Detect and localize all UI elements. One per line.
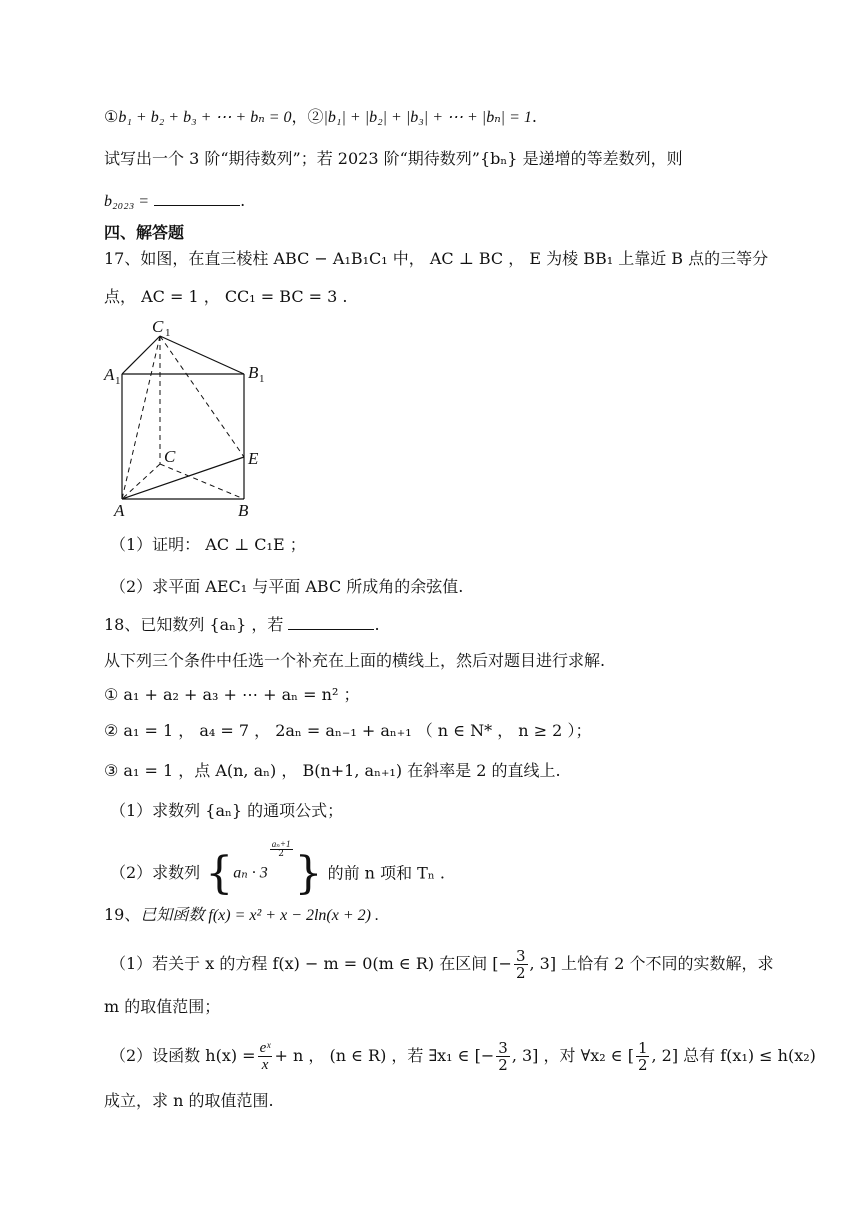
q17-stem-line1	[104, 248, 768, 270]
label-c1-sub: 1	[165, 327, 171, 339]
q19-part2-prefix: （2）设函数 h(x) =	[110, 1046, 256, 1065]
edge-c-a-hidden	[122, 464, 160, 499]
q18-part2-prefix: （2）求数列	[110, 863, 201, 882]
q19-part2-line1	[110, 1036, 816, 1076]
q16-answer-line	[104, 190, 245, 213]
frac-num: 1	[637, 1039, 648, 1057]
q19-stem	[104, 904, 379, 927]
edge-a-e	[122, 457, 244, 499]
q17-stem-line2: 点， AC = 1 ， CC₁ = BC = 3 .	[104, 287, 348, 306]
label-b1-sub: 1	[259, 373, 265, 385]
label-a1-sub: 1	[115, 375, 121, 387]
label-b: B	[238, 501, 249, 520]
q16-cond1-mark: ①	[104, 107, 119, 126]
q16-answer-end: .	[240, 191, 246, 210]
exp-num: aₙ+1	[271, 839, 291, 849]
label-a1: A	[104, 365, 115, 384]
q19-part1-frac	[514, 948, 528, 981]
label-e: E	[248, 449, 259, 468]
q19-part2-frac-2	[496, 1040, 510, 1073]
q19-part1-line2: m 的取值范围；	[104, 997, 221, 1016]
q18-stem-text: 已知数列 {aₙ} ，若	[140, 615, 284, 634]
frac-den: 2	[637, 1056, 648, 1074]
q19-part2-mid2: , 3] ，对 ∀x₂ ∈ [	[511, 1046, 634, 1065]
edge-c1-a-hidden	[122, 336, 160, 499]
right-brace: }	[294, 847, 323, 899]
q19-part2-line2: 成立，求 n 的取值范围.	[104, 1091, 274, 1110]
q16-answer-label: b₂₀₂₃ =	[104, 193, 150, 210]
q18-part2-base: aₙ · 3	[233, 864, 268, 882]
q19-stem-text: 已知函数 f(x) = x² + x − 2ln(x + 2) .	[140, 907, 379, 924]
frac-num: eˣ	[259, 1040, 271, 1056]
q18-condition-blank[interactable]	[288, 615, 374, 630]
q18-condition-2: ② a₁ = 1 ， a₄ = 7 ， 2aₙ = aₙ₋₁ + aₙ₊₁ （ n ∈ N* ， n ≥ 2 ）；	[104, 721, 592, 740]
q18-number: 18、	[104, 615, 141, 634]
q19-part1-line1	[110, 944, 774, 984]
q16-task-line: 试写出一个 3 阶“期待数列”；若 2023 阶“期待数列”{bₙ} 是递增的等差数列，则	[104, 149, 683, 168]
label-a: A	[114, 501, 125, 520]
prism-figure	[100, 312, 280, 522]
exp-den: 2	[278, 849, 284, 859]
frac-num: 3	[498, 1039, 508, 1057]
q18-stem	[104, 614, 380, 636]
label-c: C	[164, 447, 176, 466]
q18-part2-exponent	[270, 840, 293, 859]
q18-part2-suffix: 的前 n 项和 Tₙ .	[327, 863, 445, 883]
edge-c1-a1	[122, 336, 160, 374]
q16-cond2: |b₁| + |b₂| + |b₃| + ⋯ + |bₙ| = 1	[323, 109, 532, 126]
q19-part2-frac-h	[258, 1040, 273, 1073]
frac-num: 3	[515, 947, 526, 965]
q19-part2-mid1: + n ， (n ∈ R) ，若 ∃x₁ ∈ [−	[274, 1046, 495, 1065]
q19-part2-suffix: , 2] 总有 f(x₁) ≤ h(x₂)	[651, 1046, 816, 1065]
q18-stem-end: .	[374, 615, 380, 634]
q16-cond1: b₁ + b₂ + b₃ + ⋯ + bₙ = 0	[118, 109, 292, 126]
q17-stem1-text: 如图，在直三棱柱 ABC − A₁B₁C₁ 中， AC ⊥ BC ， E 为棱 BB₁ 上靠近 B 点的三等分	[140, 249, 769, 268]
q19-number: 19、	[104, 905, 141, 924]
q19-part1-suffix: , 3] 上恰有 2 个不同的实数解，求	[529, 954, 774, 973]
q18-part2	[110, 839, 445, 899]
q18-condition-1: ① a₁ + a₂ + a₃ + ⋯ + aₙ = n² ；	[104, 685, 360, 704]
q16-answer-blank[interactable]	[154, 191, 240, 206]
section-title: 四、解答题	[104, 223, 185, 242]
q18-instruction: 从下列三个条件中任选一个补充在上面的横线上，然后对题目进行求解.	[104, 651, 606, 670]
frac-den: 2	[498, 1056, 508, 1074]
q17-number: 17、	[104, 249, 141, 268]
label-b1: B	[248, 363, 259, 382]
q19-part2-frac-3	[636, 1040, 650, 1073]
q16-sep: ，	[291, 107, 308, 126]
q18-part1: （1）求数列 {aₙ} 的通项公式；	[110, 801, 344, 820]
frac-den: 2	[515, 964, 526, 982]
q16-end: .	[531, 107, 537, 126]
frac-den: x	[261, 1057, 269, 1073]
label-c1: C	[152, 317, 164, 336]
q16-conditions-line	[104, 106, 537, 129]
q19-part1-prefix: （1）若关于 x 的方程 f(x) − m = 0(m ∈ R) 在区间 [−	[110, 954, 512, 973]
left-brace: {	[205, 847, 234, 899]
edge-c1-e-hidden	[160, 336, 244, 457]
q17-part2: （2）求平面 AEC₁ 与平面 ABC 所成角的余弦值.	[110, 577, 464, 596]
q17-part1: （1）证明： AC ⊥ C₁E ；	[110, 535, 306, 554]
q18-condition-3: ③ a₁ = 1 ，点 A(n, aₙ) ， B(n+1, aₙ₊₁) 在斜率是 2 的直线上.	[104, 761, 561, 780]
q16-cond2-mark: ②	[307, 107, 324, 126]
